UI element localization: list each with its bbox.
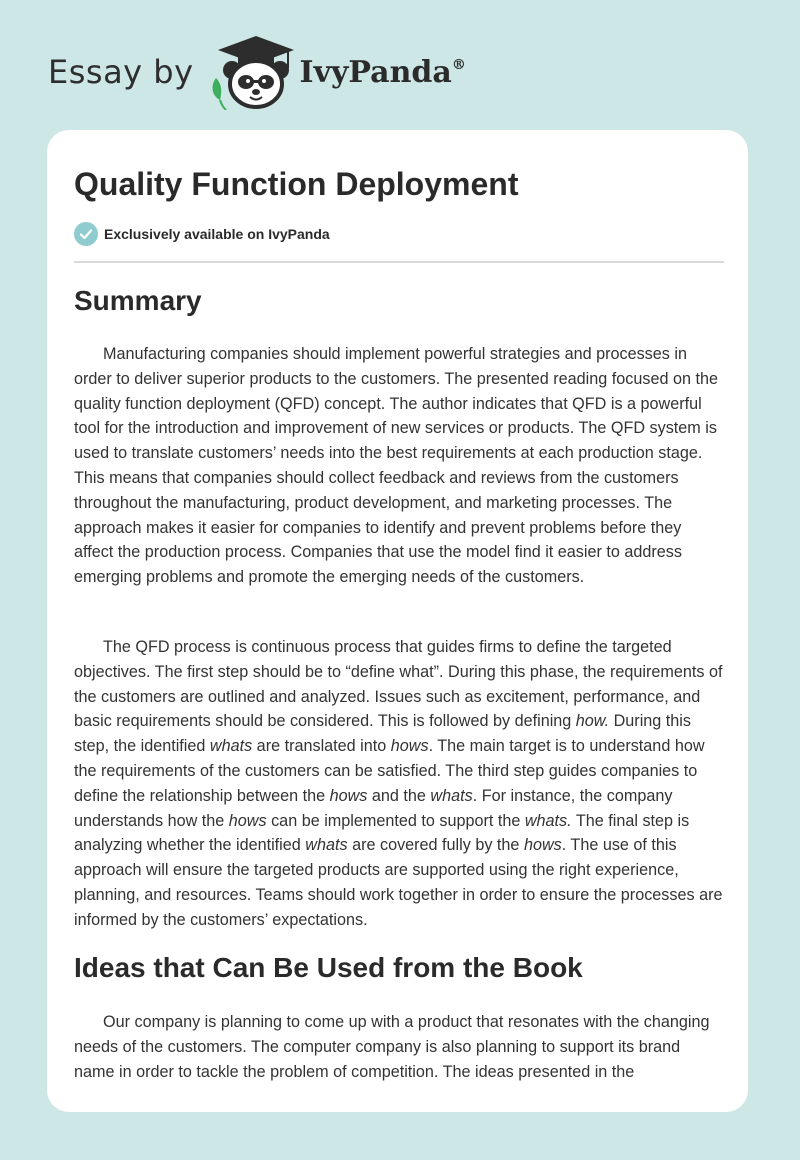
exclusive-text: Exclusively available on IvyPanda bbox=[104, 226, 330, 242]
text-run: . For instance, the company understands how the bbox=[74, 786, 673, 830]
panda-logo-icon[interactable] bbox=[208, 34, 298, 110]
site-header bbox=[48, 34, 466, 110]
section-heading-ideas: Ideas that Can Be Used from the Book bbox=[74, 952, 583, 983]
text-run: . The use of this approach will ensure the targeted products are supported using the right experience, planning, and resources. Teams should work together in order to ensure the processes are informed by the customers’ expectations. bbox=[74, 836, 723, 929]
essay-card bbox=[47, 130, 748, 1112]
brand-name[interactable] bbox=[300, 55, 466, 90]
summary-paragraph-2 bbox=[74, 635, 724, 933]
text-run: are translated into bbox=[252, 737, 391, 756]
exclusive-notice bbox=[74, 222, 330, 246]
italic-term: how. bbox=[575, 712, 610, 731]
ideas-paragraph-1 bbox=[74, 1010, 724, 1084]
text-run: Our company is planning to come up with a product that resonates with the changing needs of the customers. The computer company is also planning to support its brand name in order to tackle the problem of competition. The ideas presented in the bbox=[74, 1013, 710, 1081]
brand-text: IvyPanda bbox=[299, 54, 452, 90]
text-run: Manufacturing companies should implement powerful strategies and processes in order to deliver superior products to the customers. The presented reading focused on the quality function deployment (QFD) concept. The author indicates that QFD is a powerful tool for the introduction and improvement of new services or products. The QFD system is used to translate customers’ needs into the best requirements at each production stage. This means that companies should collect feedback and reviews from the customers throughout the manufacturing, product development, and marketing processes. The approach makes it easier for companies to identify and prevent problems before they affect the production process. Companies that use the model find it easier to address emerging problems and promote the emerging needs of the customers. bbox=[74, 345, 718, 587]
essay-title: Quality Function Deployment bbox=[74, 166, 519, 202]
text-run: can be implemented to support the bbox=[266, 811, 525, 830]
text-run: . The main target is to understand how the requirements of the customers can be satisfied. The third step guides companies to define the relationship between the bbox=[74, 737, 705, 805]
text-run: are covered fully by the bbox=[347, 836, 524, 855]
italic-term: hows bbox=[390, 737, 429, 756]
italic-term: whats. bbox=[524, 811, 572, 830]
text-run: and the bbox=[367, 786, 431, 805]
italic-term: whats bbox=[430, 786, 473, 805]
registered-mark: ® bbox=[451, 56, 466, 73]
italic-term: hows bbox=[329, 786, 368, 805]
text-run: During this step, the identified bbox=[74, 712, 691, 756]
section-heading-summary: Summary bbox=[74, 285, 202, 316]
text-run: The final step is analyzing whether the identified bbox=[74, 811, 690, 855]
divider bbox=[74, 261, 724, 263]
italic-term: whats bbox=[209, 737, 253, 756]
italic-term: hows bbox=[228, 811, 267, 830]
check-icon bbox=[74, 222, 98, 246]
essay-by-label: Essay by bbox=[48, 53, 194, 91]
italic-term: whats bbox=[305, 836, 348, 855]
italic-term: hows bbox=[523, 836, 562, 855]
summary-paragraph-1 bbox=[74, 342, 724, 590]
text-run: The QFD process is continuous process that guides firms to define the targeted objectives. The first step should be to “define what”. During this phase, the requirements of the customers are outlined and analyzed. Issues such as excitement, performance, and basic requirements should be considered. This is followed by defining bbox=[74, 638, 723, 731]
